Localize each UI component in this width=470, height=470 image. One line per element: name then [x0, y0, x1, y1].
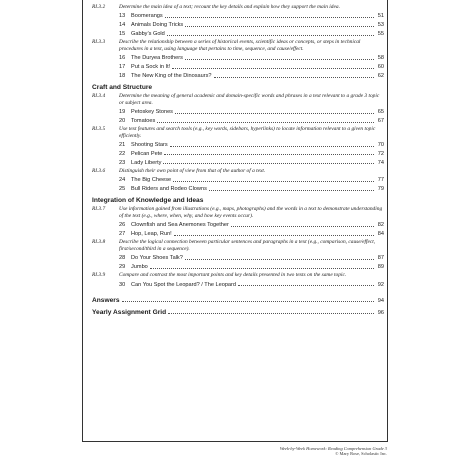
- entry-number: 20: [119, 118, 126, 125]
- dot-leader: [174, 235, 374, 236]
- entry-page: 96: [377, 309, 384, 316]
- dot-leader: [185, 26, 374, 27]
- footer: [280, 446, 387, 457]
- section-heading: Craft and Structure: [92, 84, 153, 92]
- table-of-contents: [92, 2, 384, 316]
- standard-description: Use text features and search tools (e.g., key words, sidebars, hyperlinks) to locate information relevant to a given topic efficiently.: [119, 126, 376, 139]
- toc-entry[interactable]: [119, 148, 384, 157]
- standard-description: Describe the relationship between a series of historical events, scientific ideas or concepts, or steps in technical procedures in a text, using language that pertains to time, sequence, and cause/effect.: [119, 39, 361, 52]
- entry-number: 27: [119, 231, 126, 238]
- standard-description: Determine the main idea of a text; recount the key details and explain how they support the main idea.: [119, 4, 340, 10]
- entry-page: 67: [377, 118, 384, 125]
- standard-description: Compare and contrast the most important points and key details presented in two texts on the same topic.: [119, 272, 347, 279]
- entry-number: 28: [119, 255, 126, 262]
- entry-title: Put a Sock in It!: [131, 64, 171, 71]
- entry-page: 89: [377, 264, 384, 271]
- standard-block: [92, 39, 384, 52]
- dot-leader: [214, 77, 374, 78]
- standard-block: [92, 272, 384, 279]
- standard-block: [92, 206, 384, 219]
- standard-code: RI.3.2: [92, 4, 106, 10]
- entry-title: Jumbo: [131, 264, 148, 271]
- standard-block: [92, 93, 384, 106]
- entry-page: 70: [377, 142, 384, 149]
- dot-leader: [150, 268, 374, 269]
- entry-title: Bull Riders and Rodeo Clowns: [131, 186, 207, 193]
- toc-entry[interactable]: [119, 28, 384, 37]
- standard-description: Distinguish their own point of view from that of the author of a text.: [119, 167, 266, 174]
- toc-entry[interactable]: [119, 220, 384, 229]
- entry-number: 19: [119, 109, 126, 116]
- dot-leader: [185, 259, 374, 260]
- dot-leader: [165, 17, 374, 18]
- entry-page: 62: [377, 73, 384, 80]
- entry-number: 22: [119, 151, 126, 158]
- toc-entry[interactable]: [119, 70, 384, 79]
- standard-description: Describe the logical connection between particular sentences and paragraphs in a text (e.g., comparison, cause/effect, first/second/third in a sequence).: [119, 239, 376, 252]
- dot-leader: [185, 59, 374, 60]
- standard-code: RI.3.4: [92, 93, 106, 100]
- entry-page: 60: [377, 64, 384, 71]
- entry-title: Answers: [92, 296, 120, 304]
- dot-leader: [164, 154, 374, 155]
- footer-copyright: © Mary Rose, Scholastic Inc.: [335, 451, 387, 457]
- entry-title: The Big Cheese: [131, 177, 172, 184]
- entry-page: 53: [377, 22, 384, 29]
- standard-code: RI.3.9: [92, 272, 106, 279]
- entry-number: 17: [119, 64, 126, 71]
- dot-leader: [172, 68, 374, 69]
- entry-title: Gabby’s Gold: [131, 31, 165, 38]
- entry-page: 74: [377, 159, 384, 166]
- standard-code: RI.3.3: [92, 39, 106, 46]
- entry-page: 94: [377, 297, 384, 304]
- dot-leader: [209, 190, 374, 191]
- dot-leader: [173, 181, 374, 182]
- toc-entry-yearly-grid[interactable]: [92, 304, 384, 316]
- dot-leader: [238, 285, 374, 286]
- entry-number: 25: [119, 186, 126, 193]
- entry-page: 65: [377, 109, 384, 116]
- toc-entry[interactable]: [119, 157, 384, 166]
- standard-code: RI.3.7: [92, 206, 106, 213]
- section-heading: Integration of Knowledge and Ideas: [92, 197, 204, 205]
- entry-title: Boomerangs: [131, 13, 163, 20]
- entry-number: 30: [119, 281, 126, 288]
- entry-title: Pelican Pete: [131, 151, 163, 158]
- entry-page: 92: [377, 281, 384, 288]
- entry-number: 29: [119, 264, 126, 271]
- entry-page: 79: [377, 186, 384, 193]
- standard-code: RI.3.5: [92, 126, 106, 133]
- dot-leader: [170, 146, 374, 147]
- toc-entry[interactable]: [119, 183, 384, 192]
- entry-title: Hop, Leap, Run!: [131, 231, 172, 238]
- entry-title: Animals Doing Tricks: [131, 22, 184, 29]
- standard-block: [92, 168, 384, 175]
- entry-title: Tomatoes: [131, 118, 156, 125]
- toc-entry[interactable]: [119, 139, 384, 148]
- entry-title: Petoskey Stones: [131, 109, 173, 116]
- entry-page: 55: [377, 31, 384, 38]
- toc-entry[interactable]: [119, 106, 384, 115]
- entry-number: 14: [119, 22, 126, 29]
- entry-number: 18: [119, 73, 126, 80]
- toc-entry[interactable]: [119, 115, 384, 124]
- entry-number: 23: [119, 159, 126, 166]
- entry-title: Shooting Stars: [131, 142, 168, 149]
- footer-book-title: Week-by-Week Homework: Reading Comprehension Grade 3: [279, 446, 387, 451]
- entry-number: 13: [119, 13, 126, 20]
- entry-number: 15: [119, 31, 126, 38]
- entry-title: Clownfish and Sea Anemones Together: [131, 222, 229, 229]
- toc-entry[interactable]: [119, 11, 384, 20]
- entry-title: The New King of the Dinosaurs?: [131, 73, 212, 80]
- dot-leader: [157, 122, 374, 123]
- entry-page: 77: [377, 177, 384, 184]
- entry-page: 51: [377, 13, 384, 20]
- toc-entry[interactable]: [119, 228, 384, 237]
- entry-page: 82: [377, 222, 384, 229]
- entry-title: Can You Spot the Leopard? / The Leopard: [131, 281, 237, 288]
- entry-title: Yearly Assignment Grid: [92, 308, 167, 316]
- entry-title: Lady Liberty: [131, 159, 162, 166]
- standard-description: Use information gained from illustrations (e.g., maps, photographs) and the words in a text to demonstrate understanding of the text (e.g., where, when, why, and how key events occur).: [119, 206, 383, 219]
- standard-block: [92, 4, 384, 11]
- dot-leader: [163, 163, 374, 164]
- entry-page: 84: [377, 231, 384, 238]
- toc-entry[interactable]: [119, 279, 384, 288]
- toc-entry-answers[interactable]: [92, 292, 384, 304]
- entry-number: 24: [119, 177, 126, 184]
- toc-entry[interactable]: [119, 252, 384, 261]
- entry-title: The Duryea Brothers: [131, 55, 183, 62]
- dot-leader: [231, 226, 374, 227]
- entry-title: Do Your Shoes Talk?: [131, 255, 183, 262]
- toc-entry[interactable]: [119, 175, 384, 184]
- entry-number: 16: [119, 55, 126, 62]
- standard-block: [92, 126, 384, 139]
- toc-entry[interactable]: [119, 61, 384, 70]
- dot-leader: [175, 113, 374, 114]
- standard-block: [92, 239, 384, 252]
- toc-entry[interactable]: [119, 261, 384, 270]
- toc-entry[interactable]: [119, 19, 384, 28]
- entry-page: 87: [377, 255, 384, 262]
- entry-number: 26: [119, 222, 126, 229]
- standard-code: RI.3.8: [92, 239, 106, 246]
- toc-entry[interactable]: [119, 52, 384, 61]
- dot-leader: [122, 301, 375, 302]
- dot-leader: [167, 35, 374, 36]
- standard-description: Determine the meaning of general academic and domain-specific words and phrases in a text relevant to a grade 3 topic or subject area.: [119, 93, 380, 106]
- entry-page: 72: [377, 151, 384, 158]
- dot-leader: [168, 313, 374, 314]
- entry-page: 58: [377, 55, 384, 62]
- standard-code: RI.3.6: [92, 167, 106, 174]
- entry-number: 21: [119, 142, 126, 149]
